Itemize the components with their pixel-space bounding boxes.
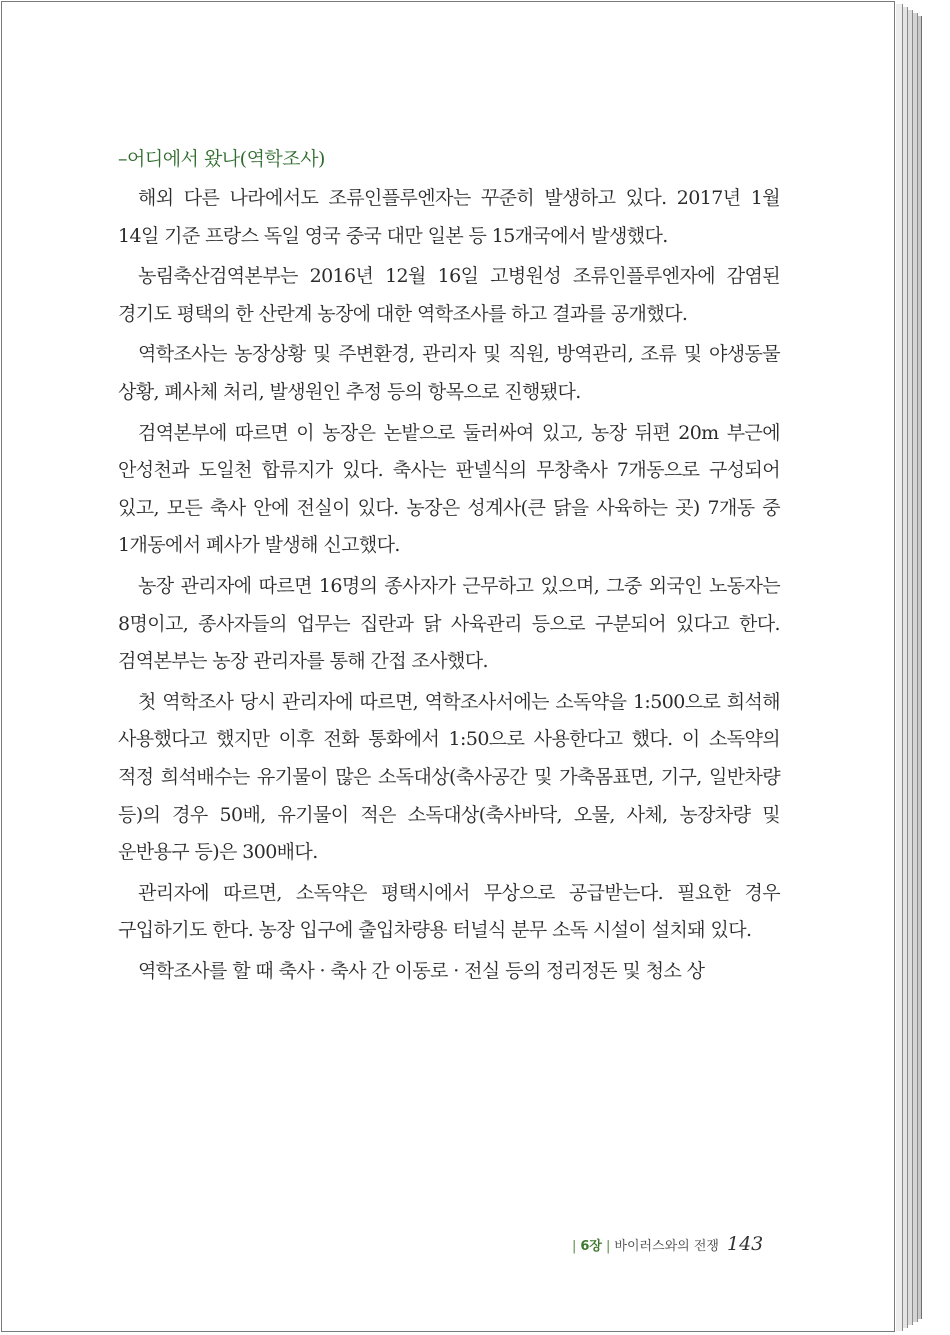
paragraph: 검역본부에 따르면 이 농장은 논밭으로 둘러싸여 있고, 농장 뒤편 20m 부근에 안성천과 도일천 합류지가 있다. 축사는 판넬식의 무창축사 7개동으로 구성되어 있고, 모든 축사 안에 전실이 있다. 농장은 성계사(큰 닭을 사육하는 곳) 7개동 중 1개동에서 폐사가 발생해 신고했다. — [118, 421, 780, 557]
section-heading: –어디에서 왔나(역학조사) — [118, 148, 325, 170]
page-edge — [896, 4, 903, 1331]
paragraph: 해외 다른 나라에서도 조류인플루엔자는 꾸준히 발생하고 있다. 2017년 1월 14일 기준 프랑스 독일 영국 중국 대만 일본 등 15개국에서 발생했다. — [118, 187, 780, 247]
page-body — [118, 140, 780, 993]
chapter-title: 바이러스와의 전쟁 — [614, 1239, 719, 1254]
page-number: 143 — [727, 1233, 764, 1255]
footer-separator: | — [606, 1239, 611, 1254]
paragraph: 농림축산검역본부는 2016년 12월 16일 고병원성 조류인플루엔자에 감염된 경기도 평택의 한 산란계 농장에 대한 역학조사를 하고 결과를 공개했다. — [118, 265, 780, 325]
paragraph: 관리자에 따르면, 소독약은 평택시에서 무상으로 공급받는다. 필요한 경우 구입하기도 한다. 농장 입구에 출입차량용 터널식 분무 소독 시설이 설치돼 있다. — [118, 881, 780, 942]
paragraph: 첫 역학조사 당시 관리자에 따르면, 역학조사서에는 소독약을 1:500으로 희석해 사용했다고 했지만 이후 전화 통화에서 1:50으로 사용한다고 했다. 이 소독약의 적정 희석배수는 유기물이 많은 소독대상(축사공간 및 가축몸표면, 기구, 일반차량 등)의 경우 50배, 유기물이 적은 소독대상(축사바닥, 오물, 사체, 농장차량 및 운반용구 등)은 300배다. — [118, 690, 780, 864]
paragraph: 역학조사는 농장상황 및 주변환경, 관리자 및 직원, 방역관리, 조류 및 야생동물 상황, 폐사체 처리, 발생원인 추정 등의 항목으로 진행됐다. — [118, 343, 780, 403]
paragraph: 역학조사를 할 때 축사 · 축사 간 이동로 · 전실 등의 정리정돈 및 청소 상 — [138, 959, 705, 982]
page-footer — [568, 1233, 763, 1255]
footer-separator: | — [572, 1239, 577, 1254]
paragraph: 농장 관리자에 따르면 16명의 종사자가 근무하고 있으며, 그중 외국인 노동자는 8명이고, 종사자들의 업무는 집란과 닭 사육관리 등으로 구분되어 있다고 한다. 검역본부는 농장 관리자를 통해 간접 조사했다. — [118, 574, 780, 673]
chapter-label: 6장 — [580, 1239, 602, 1254]
